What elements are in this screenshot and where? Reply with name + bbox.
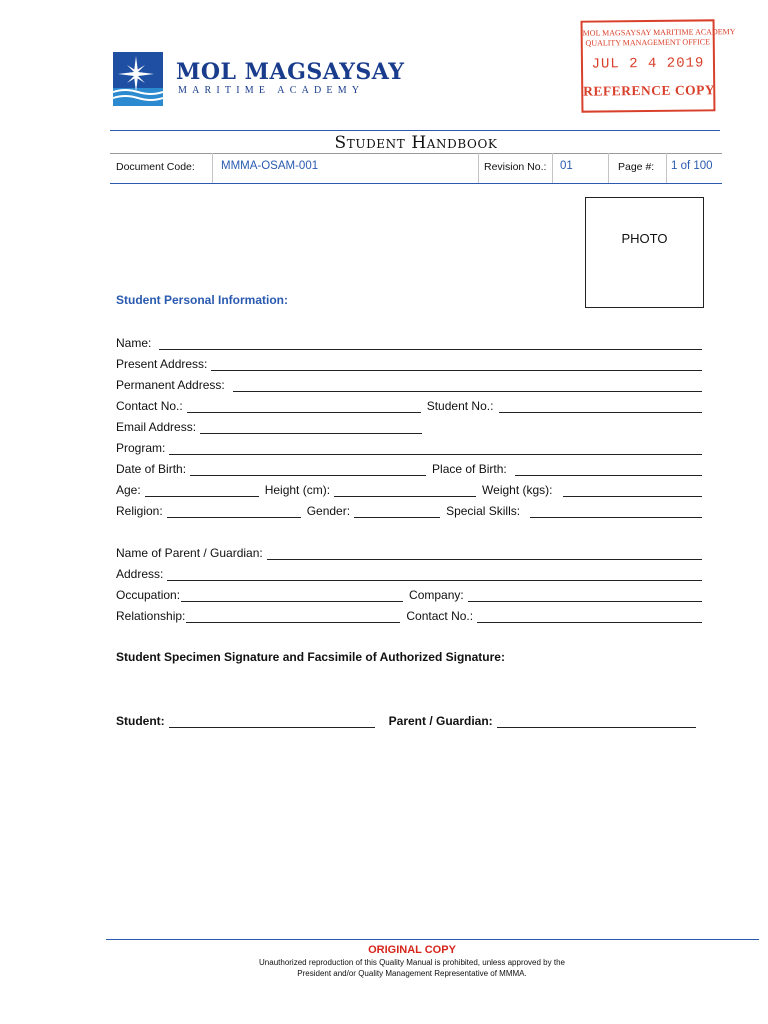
name-label: Name: [116, 336, 152, 350]
student-no-field[interactable] [499, 401, 702, 413]
company-field[interactable] [468, 590, 702, 602]
present-address-row [116, 356, 702, 371]
divider [478, 153, 479, 183]
religion-row [116, 503, 702, 518]
occupation-field[interactable] [181, 590, 403, 602]
document-title: Student Handbook [334, 133, 498, 153]
occupation-row [116, 587, 702, 602]
age-label: Age: [116, 483, 141, 497]
email-field[interactable] [200, 422, 422, 434]
company-label: Company: [409, 588, 464, 602]
email-label: Email Address: [116, 420, 197, 434]
divider [552, 153, 553, 183]
stamp-date: JUL 2 4 2019 [591, 55, 705, 73]
present-address-label: Present Address: [116, 357, 208, 371]
stamp-label: REFERENCE COPY [583, 82, 716, 99]
name-field[interactable] [159, 338, 702, 350]
signature-row [116, 713, 696, 728]
height-field[interactable] [334, 485, 476, 497]
pob-field[interactable] [515, 464, 702, 476]
parent-name-label: Name of Parent / Guardian: [116, 546, 263, 560]
permanent-address-row [116, 377, 702, 392]
header-mid-rule [110, 153, 722, 154]
parent-address-field[interactable] [167, 569, 702, 581]
pob-label: Place of Birth: [432, 462, 507, 476]
footer-rule [106, 939, 759, 940]
special-skills-field[interactable] [530, 506, 702, 518]
present-address-field[interactable] [211, 359, 702, 371]
divider [666, 153, 667, 183]
weight-field[interactable] [563, 485, 703, 497]
program-field[interactable] [169, 443, 702, 455]
email-row [116, 419, 702, 434]
gender-field[interactable] [354, 506, 440, 518]
contact-no-field[interactable] [187, 401, 421, 413]
height-label: Height (cm): [264, 483, 331, 497]
signature-heading: Student Specimen Signature and Facsimile of Authorized Signature: [116, 650, 505, 664]
parent-signature-field[interactable] [497, 716, 696, 728]
original-copy-label: ORIGINAL COPY [368, 944, 456, 956]
revision-value: 01 [560, 160, 573, 172]
divider [212, 153, 213, 183]
dob-field[interactable] [190, 464, 426, 476]
page-label: Page #: [618, 161, 655, 173]
header-top-rule [110, 130, 720, 131]
relationship-field[interactable] [186, 611, 400, 623]
doc-code-value: MMMA-OSAM-001 [221, 160, 319, 172]
gender-label: Gender: [306, 504, 351, 518]
birth-row [116, 461, 702, 476]
permanent-address-label: Permanent Address: [116, 378, 225, 392]
parent-name-row [116, 545, 702, 560]
photo-box[interactable] [585, 197, 704, 308]
parent-contact-field[interactable] [477, 611, 702, 623]
reference-copy-stamp [581, 19, 736, 112]
stamp-org: MOL MAGSAYSAY MARITIME ACADEMY [582, 27, 736, 38]
program-row [116, 440, 702, 455]
divider [608, 153, 609, 183]
revision-label: Revision No.: [484, 161, 547, 173]
age-field[interactable] [145, 485, 259, 497]
parent-name-field[interactable] [267, 548, 702, 560]
star-compass-icon [113, 52, 163, 106]
parent-address-row [116, 566, 702, 581]
footer-note-line1: Unauthorized reproduction of this Quality Manual is prohibited, unless approved by the [259, 958, 565, 967]
religion-label: Religion: [116, 504, 163, 518]
photo-label: PHOTO [621, 231, 668, 246]
logo-name: MOL MAGSAYSAY [176, 59, 405, 85]
dob-label: Date of Birth: [116, 462, 187, 476]
relationship-row [116, 608, 702, 623]
religion-field[interactable] [167, 506, 301, 518]
parent-contact-label: Contact No.: [406, 609, 474, 623]
section-title: Student Personal Information: [116, 293, 289, 307]
weight-label: Weight (kgs): [482, 483, 553, 497]
occupation-label: Occupation: [116, 588, 181, 602]
contact-row [116, 398, 702, 413]
name-row [116, 335, 702, 350]
parent-signature-label: Parent / Guardian: [388, 714, 493, 728]
header-bottom-rule [110, 183, 722, 184]
student-signature-label: Student: [116, 714, 165, 728]
page-value: 1 of 100 [671, 160, 713, 172]
program-label: Program: [116, 441, 166, 455]
stamp-office: QUALITY MANAGEMENT OFFICE [585, 37, 711, 48]
student-signature-field[interactable] [169, 716, 375, 728]
parent-address-label: Address: [116, 567, 164, 581]
doc-code-label: Document Code: [116, 161, 195, 173]
relationship-label: Relationship: [116, 609, 186, 623]
permanent-address-field[interactable] [233, 380, 702, 392]
footer-note-line2: President and/or Quality Management Representative of MMMA. [297, 969, 527, 978]
contact-no-label: Contact No.: [116, 399, 183, 413]
special-skills-label: Special Skills: [446, 504, 521, 518]
logo-subtitle: MARITIME ACADEMY [178, 85, 365, 96]
age-row [116, 482, 702, 497]
student-no-label: Student No.: [426, 399, 494, 413]
